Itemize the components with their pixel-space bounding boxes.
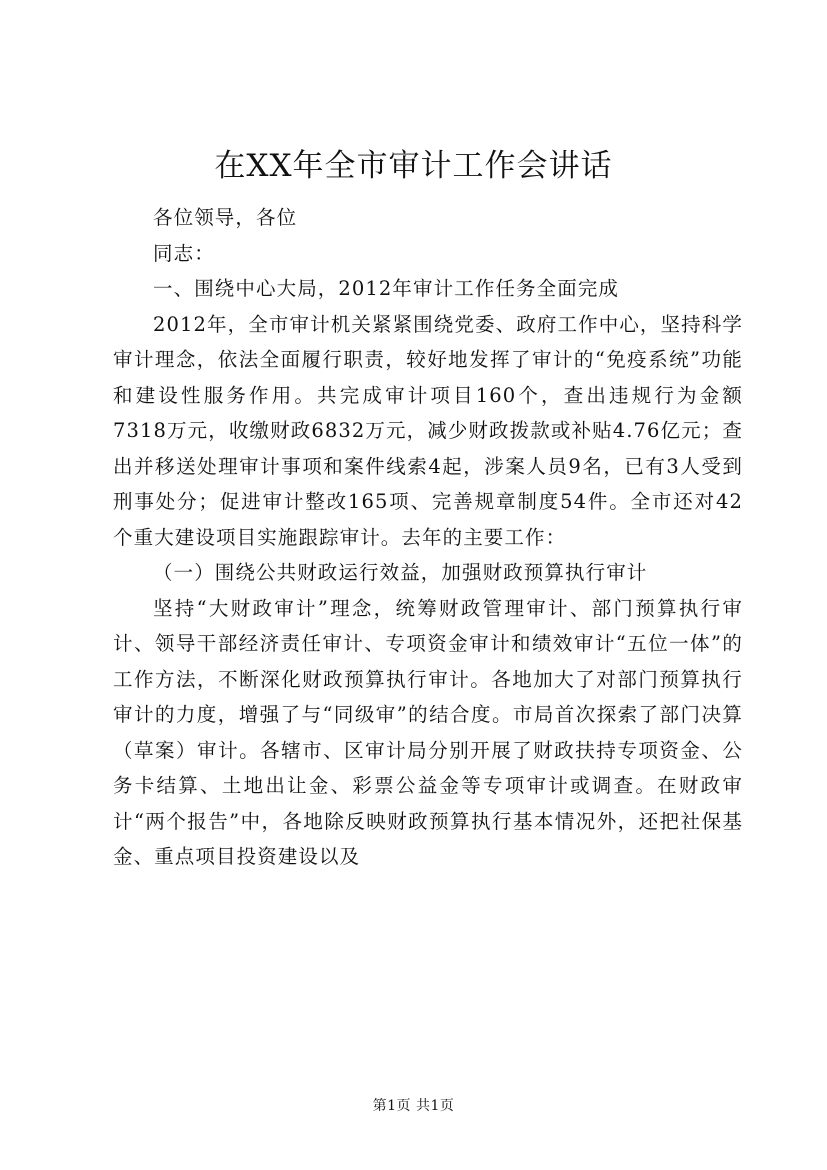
paragraph-summary: 2012年，全市审计机关紧紧围绕党委、政府工作中心，坚持科学审计理念，依法全面履行职责，较好地发挥了审计的“免疫系统”功能和建设性服务作用。共完成审计项目160个，查出违规行为金额7318万元，收缴财政6832万元，减少财政拨款或补贴4.76亿元；查出并移送处理审计事项和案件线索4起，涉案人员9名，已有3人受到刑事处分；促进审计整改165项、完善规章制度54件。全市还对42个重大建设项目实施跟踪审计。去年的主要工作： <box>113 312 743 549</box>
section-heading-1: 一、围绕中心大局，2012年审计工作任务全面完成 <box>153 277 620 300</box>
document-body <box>113 200 743 875</box>
salutation-line-2: 同志： <box>153 241 215 265</box>
salutation-line-1: 各位领导，各位 <box>153 206 298 229</box>
subsection-heading-1: （一）围绕公共财政运行效益，加强财政预算执行审计 <box>153 561 648 584</box>
paragraph-finance-audit: 坚持“大财政审计”理念，统筹财政管理审计、部门预算执行审计、领导干部经济责任审计、专项资金审计和绩效审计“五位一体”的工作方法，不断深化财政预算执行审计。各地加大了对部门预算执行审计的力度，增强了与“同级审”的结合度。市局首次探索了部门决算（草案）审计。各辖市、区审计局分别开展了财政扶持专项资金、公务卡结算、土地出让金、彩票公益金等专项审计或调查。在财政审计“两个报告”中，各地除反映财政预算执行基本情况外，还把社保基金、重点项目投资建设以及 <box>113 596 743 868</box>
page-footer: 第1页 共1页 <box>372 1098 455 1114</box>
document-title: 在XX年全市审计工作会讲话 <box>214 148 613 184</box>
